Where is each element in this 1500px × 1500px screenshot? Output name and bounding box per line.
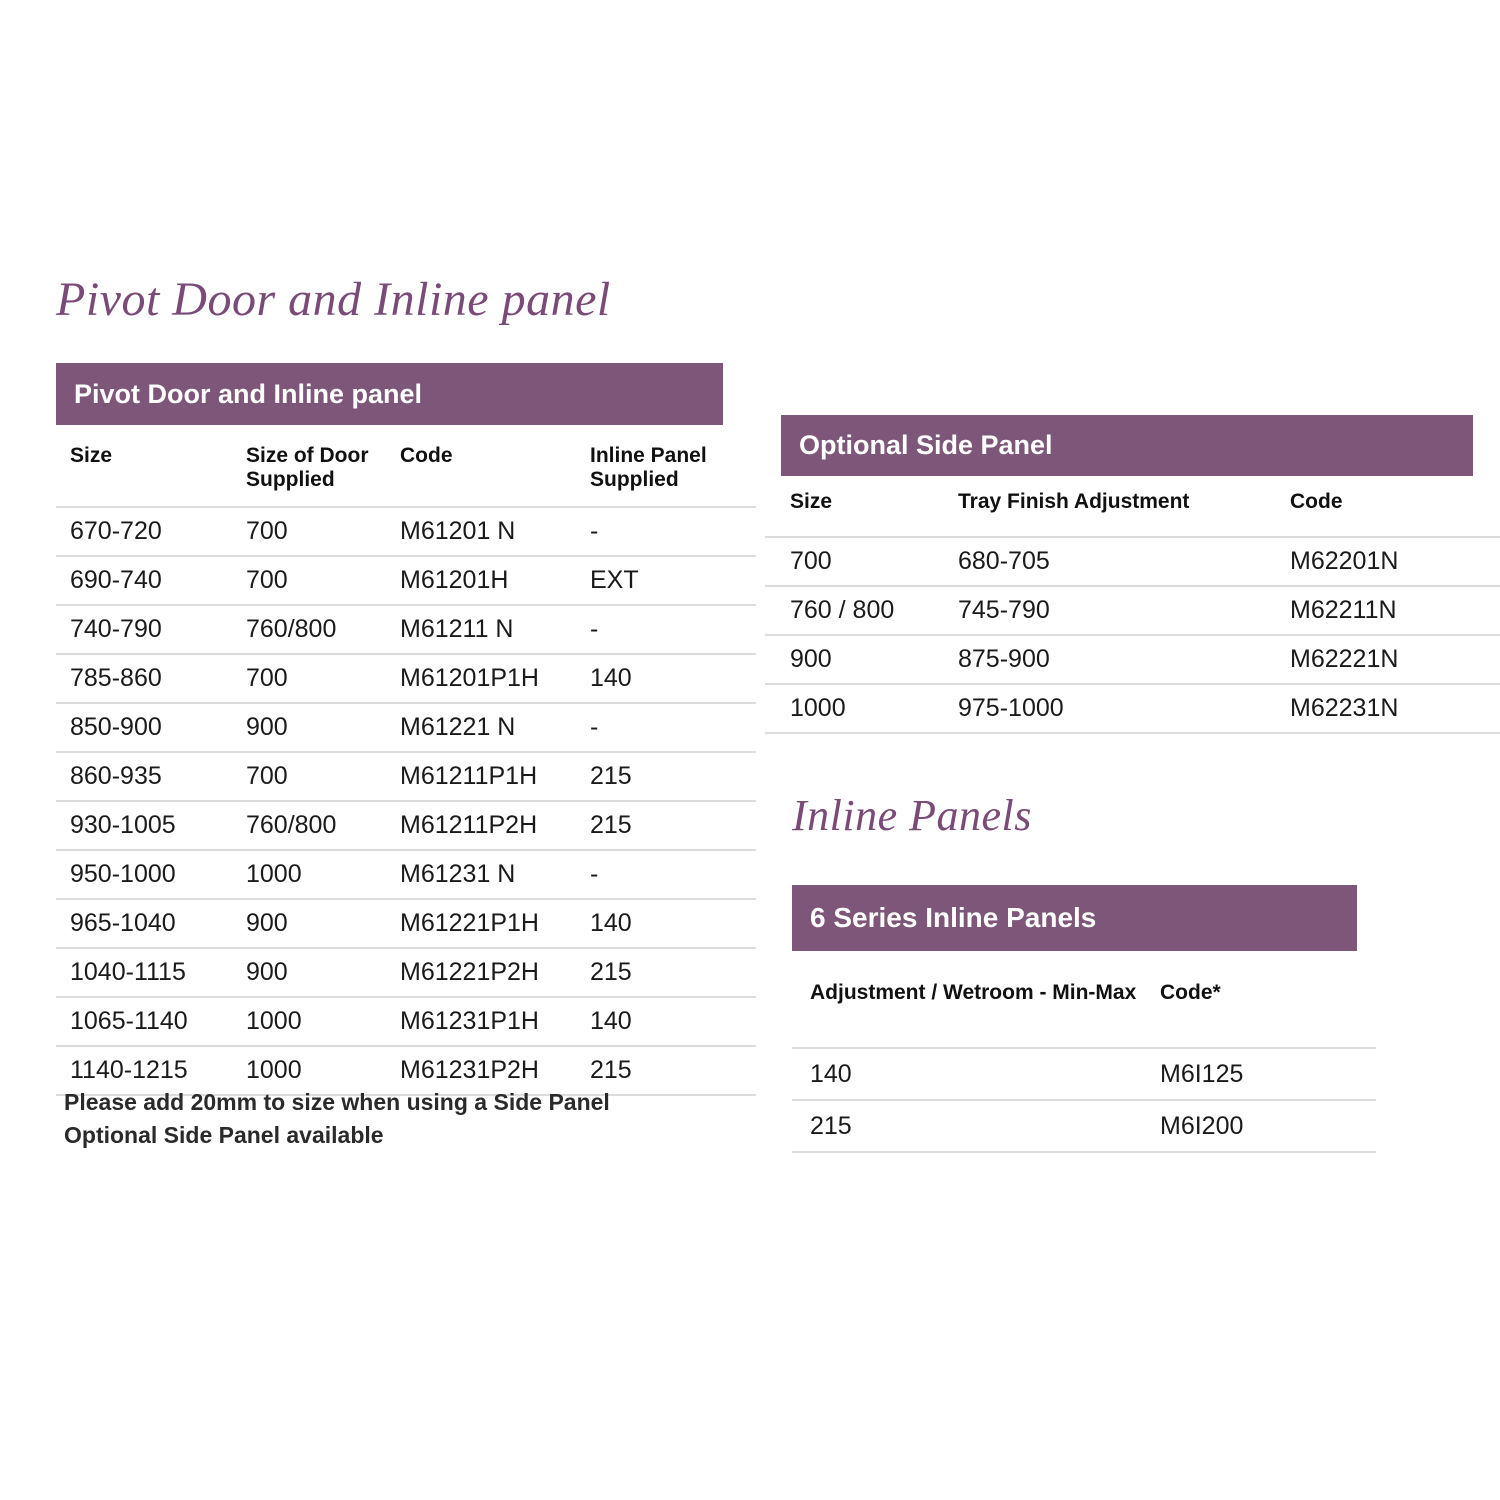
table-cell: 965-1040 (56, 899, 246, 948)
page-title-pivot-door: Pivot Door and Inline panel (56, 273, 611, 326)
table-row (56, 703, 756, 752)
table-cell: 140 (590, 654, 756, 703)
table-row (56, 850, 756, 899)
table-cell: - (590, 850, 756, 899)
table-cell: 900 (246, 899, 400, 948)
table-cell: 215 (590, 752, 756, 801)
table-cell: 760 / 800 (765, 586, 958, 635)
table-row (56, 997, 756, 1046)
table-cell: 740-790 (56, 605, 246, 654)
table-cell: 680-705 (958, 537, 1290, 586)
table-cell: M61201 N (400, 507, 590, 556)
table-cell: 215 (590, 801, 756, 850)
column-header-adjustment-wetroom-min-max: Adjustment / Wetroom - Min-Max (810, 981, 1137, 1004)
table-row (765, 586, 1500, 635)
table-cell: 760/800 (246, 605, 400, 654)
table-cell: 930-1005 (56, 801, 246, 850)
table-cell: M62231N (1290, 684, 1500, 733)
table-header-band-pivot-door (56, 363, 723, 425)
pivot-door-table (56, 432, 756, 1096)
column-header-line: Inline Panel (590, 444, 707, 467)
table-cell: - (590, 703, 756, 752)
table-cell: 700 (246, 654, 400, 703)
table-body (56, 507, 756, 1095)
table-cell: 700 (246, 507, 400, 556)
table-row (56, 507, 756, 556)
table-cell: 760/800 (246, 801, 400, 850)
table-cell: - (590, 605, 756, 654)
table-cell: 140 (590, 997, 756, 1046)
table-head (56, 432, 756, 507)
inline-panels-table (792, 965, 1376, 1153)
table-row (56, 605, 756, 654)
table-head (765, 482, 1500, 537)
table-cell: 700 (246, 556, 400, 605)
table-cell: M61231 N (400, 850, 590, 899)
optional-side-panel-table (765, 482, 1500, 734)
table-cell: 900 (246, 948, 400, 997)
table-cell: - (590, 507, 756, 556)
table-cell: 785-860 (56, 654, 246, 703)
table-cell: 140 (792, 1048, 1160, 1100)
note-line: Please add 20mm to size when using a Side Panel (64, 1089, 610, 1115)
table-cell: M61211P2H (400, 801, 590, 850)
table-header-band-6-series-inline-panels (792, 885, 1357, 951)
column-header-code: Code (1290, 490, 1343, 513)
table-row (765, 537, 1500, 586)
table-cell: M62221N (1290, 635, 1500, 684)
table-cell: 140 (590, 899, 756, 948)
table-cell: 700 (765, 537, 958, 586)
table-cell: 860-935 (56, 752, 246, 801)
column-header-line: Size (70, 444, 113, 467)
table-cell: M6I125 (1160, 1048, 1376, 1100)
table-cell: 850-900 (56, 703, 246, 752)
table-cell: M61221P1H (400, 899, 590, 948)
table-cell: 975-1000 (958, 684, 1290, 733)
table-cell: 670-720 (56, 507, 246, 556)
table-cell: 690-740 (56, 556, 246, 605)
column-header-line: Supplied (590, 467, 679, 491)
table-header-band-label: Optional Side Panel (799, 430, 1053, 460)
table-cell: 745-790 (958, 586, 1290, 635)
table-row (56, 899, 756, 948)
table-header-row (765, 482, 1500, 537)
table-row (792, 1100, 1376, 1152)
table-cell: 900 (246, 703, 400, 752)
table-cell: 215 (590, 948, 756, 997)
table-cell: 700 (246, 752, 400, 801)
table-row (56, 654, 756, 703)
table-row (792, 1048, 1376, 1100)
table-header-row (56, 432, 756, 507)
table-cell: 900 (765, 635, 958, 684)
table-cell: M61221 N (400, 703, 590, 752)
table-cell: EXT (590, 556, 756, 605)
page-title-inline-panels: Inline Panels (792, 791, 1032, 840)
table-cell: M61211P1H (400, 752, 590, 801)
table-cell: M61231P2H (400, 1046, 590, 1095)
table-cell: 1000 (246, 1046, 400, 1095)
table-row (56, 948, 756, 997)
table-cell: M61231P1H (400, 997, 590, 1046)
column-header-tray-finish-adjustment: Tray Finish Adjustment (958, 490, 1190, 513)
table-cell: 215 (590, 1046, 756, 1095)
table-cell: M61211 N (400, 605, 590, 654)
column-header-line: Size of Door (246, 444, 369, 467)
table-cell: 1065-1140 (56, 997, 246, 1046)
table-head (792, 965, 1376, 1048)
table-row (765, 684, 1500, 733)
table-header-band-label: 6 Series Inline Panels (810, 902, 1097, 933)
pivot-table-notes (64, 1086, 610, 1151)
column-header-size: Size (790, 490, 833, 513)
table-row (56, 556, 756, 605)
table-cell: 1000 (765, 684, 958, 733)
table-cell: M61201H (400, 556, 590, 605)
table-cell: 1000 (246, 850, 400, 899)
note-line: Optional Side Panel available (64, 1121, 384, 1148)
table-header-band-optional-side-panel (781, 415, 1473, 476)
table-header-row (792, 965, 1376, 1048)
table-row (765, 635, 1500, 684)
table-cell: 215 (792, 1100, 1160, 1152)
column-header-line: Code (400, 444, 453, 467)
column-header-line: Supplied (246, 467, 335, 491)
table-cell: 1040-1115 (56, 948, 246, 997)
table-cell: M62211N (1290, 586, 1500, 635)
table-cell: 1140-1215 (56, 1046, 246, 1095)
table-cell: M62201N (1290, 537, 1500, 586)
table-body (792, 1048, 1376, 1152)
table-header-band-label: Pivot Door and Inline panel (74, 378, 423, 409)
table-row (56, 801, 756, 850)
column-header-size-of-door-supplied (246, 432, 400, 507)
column-header-code: Code* (1160, 981, 1221, 1004)
column-header-code (400, 432, 590, 507)
column-header-size (56, 432, 246, 507)
column-header-inline-panel-supplied (590, 432, 756, 507)
table-cell: M61221P2H (400, 948, 590, 997)
table-cell: M61201P1H (400, 654, 590, 703)
table-cell: M6I200 (1160, 1100, 1376, 1152)
table-row (56, 752, 756, 801)
table-body (765, 537, 1500, 733)
table-cell: 1000 (246, 997, 400, 1046)
table-cell: 875-900 (958, 635, 1290, 684)
table-cell: 950-1000 (56, 850, 246, 899)
